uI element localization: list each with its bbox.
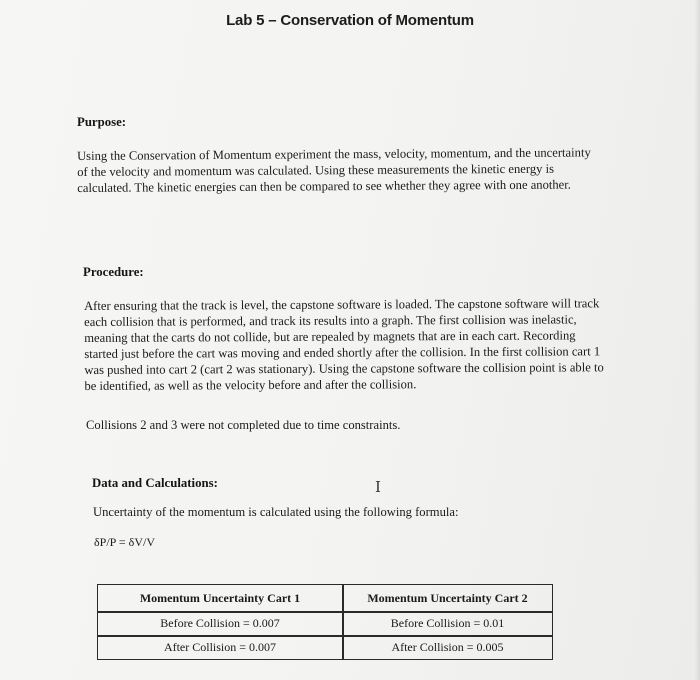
uncertainty-description: Uncertainty of the momentum is calculated using the following formula: bbox=[93, 505, 459, 519]
collisions-note: Collisions 2 and 3 were not completed due to time constraints. bbox=[86, 418, 401, 432]
table-cell: Before Collision = 0.01 bbox=[390, 616, 505, 630]
page-edge-shadow bbox=[694, 0, 700, 680]
table-header-cart-1: Momentum Uncertainty Cart 1 bbox=[139, 590, 301, 605]
table-cell: After Collision = 0.005 bbox=[391, 640, 504, 654]
page-title: Lab 5 – Conservation of Momentum bbox=[226, 12, 474, 29]
table-cell: Before Collision = 0.007 bbox=[160, 616, 280, 630]
procedure-paragraph: After ensuring that the track is level, the capstone software is loaded. The capstone software will track each collision that is performed, and track its results into a graph. The first collision was inelastic, meaning that the carts do not collide, but are repealed by magnets that are in each cart. Recording started just before the cart was moving and ended shortly after the collision. In the first collision cart 1 was pushed into cart 2 (cart 2 was stationary). Using the capstone software the collision point is able to be identified, as well as the velocity before and after the collision. bbox=[84, 296, 604, 393]
table-cell: After Collision = 0.007 bbox=[163, 640, 277, 654]
purpose-heading: Purpose: bbox=[77, 115, 127, 129]
procedure-heading: Procedure: bbox=[83, 265, 144, 279]
momentum-uncertainty-table bbox=[97, 584, 553, 660]
table-header-cart-2: Momentum Uncertainty Cart 2 bbox=[367, 590, 528, 605]
data-calculations-heading: Data and Calculations: bbox=[92, 476, 218, 490]
uncertainty-formula: δP/P = δV/V bbox=[94, 535, 155, 549]
purpose-paragraph: Using the Conservation of Momentum experiment the mass, velocity, momentum, and the uncertainty of the velocity and momentum was calculated. Using these measurements the kinetic energy is calculated. The kinetic energies can then be compared to see whether they agree with one another. bbox=[77, 145, 591, 195]
text-cursor-icon: I bbox=[375, 478, 381, 496]
